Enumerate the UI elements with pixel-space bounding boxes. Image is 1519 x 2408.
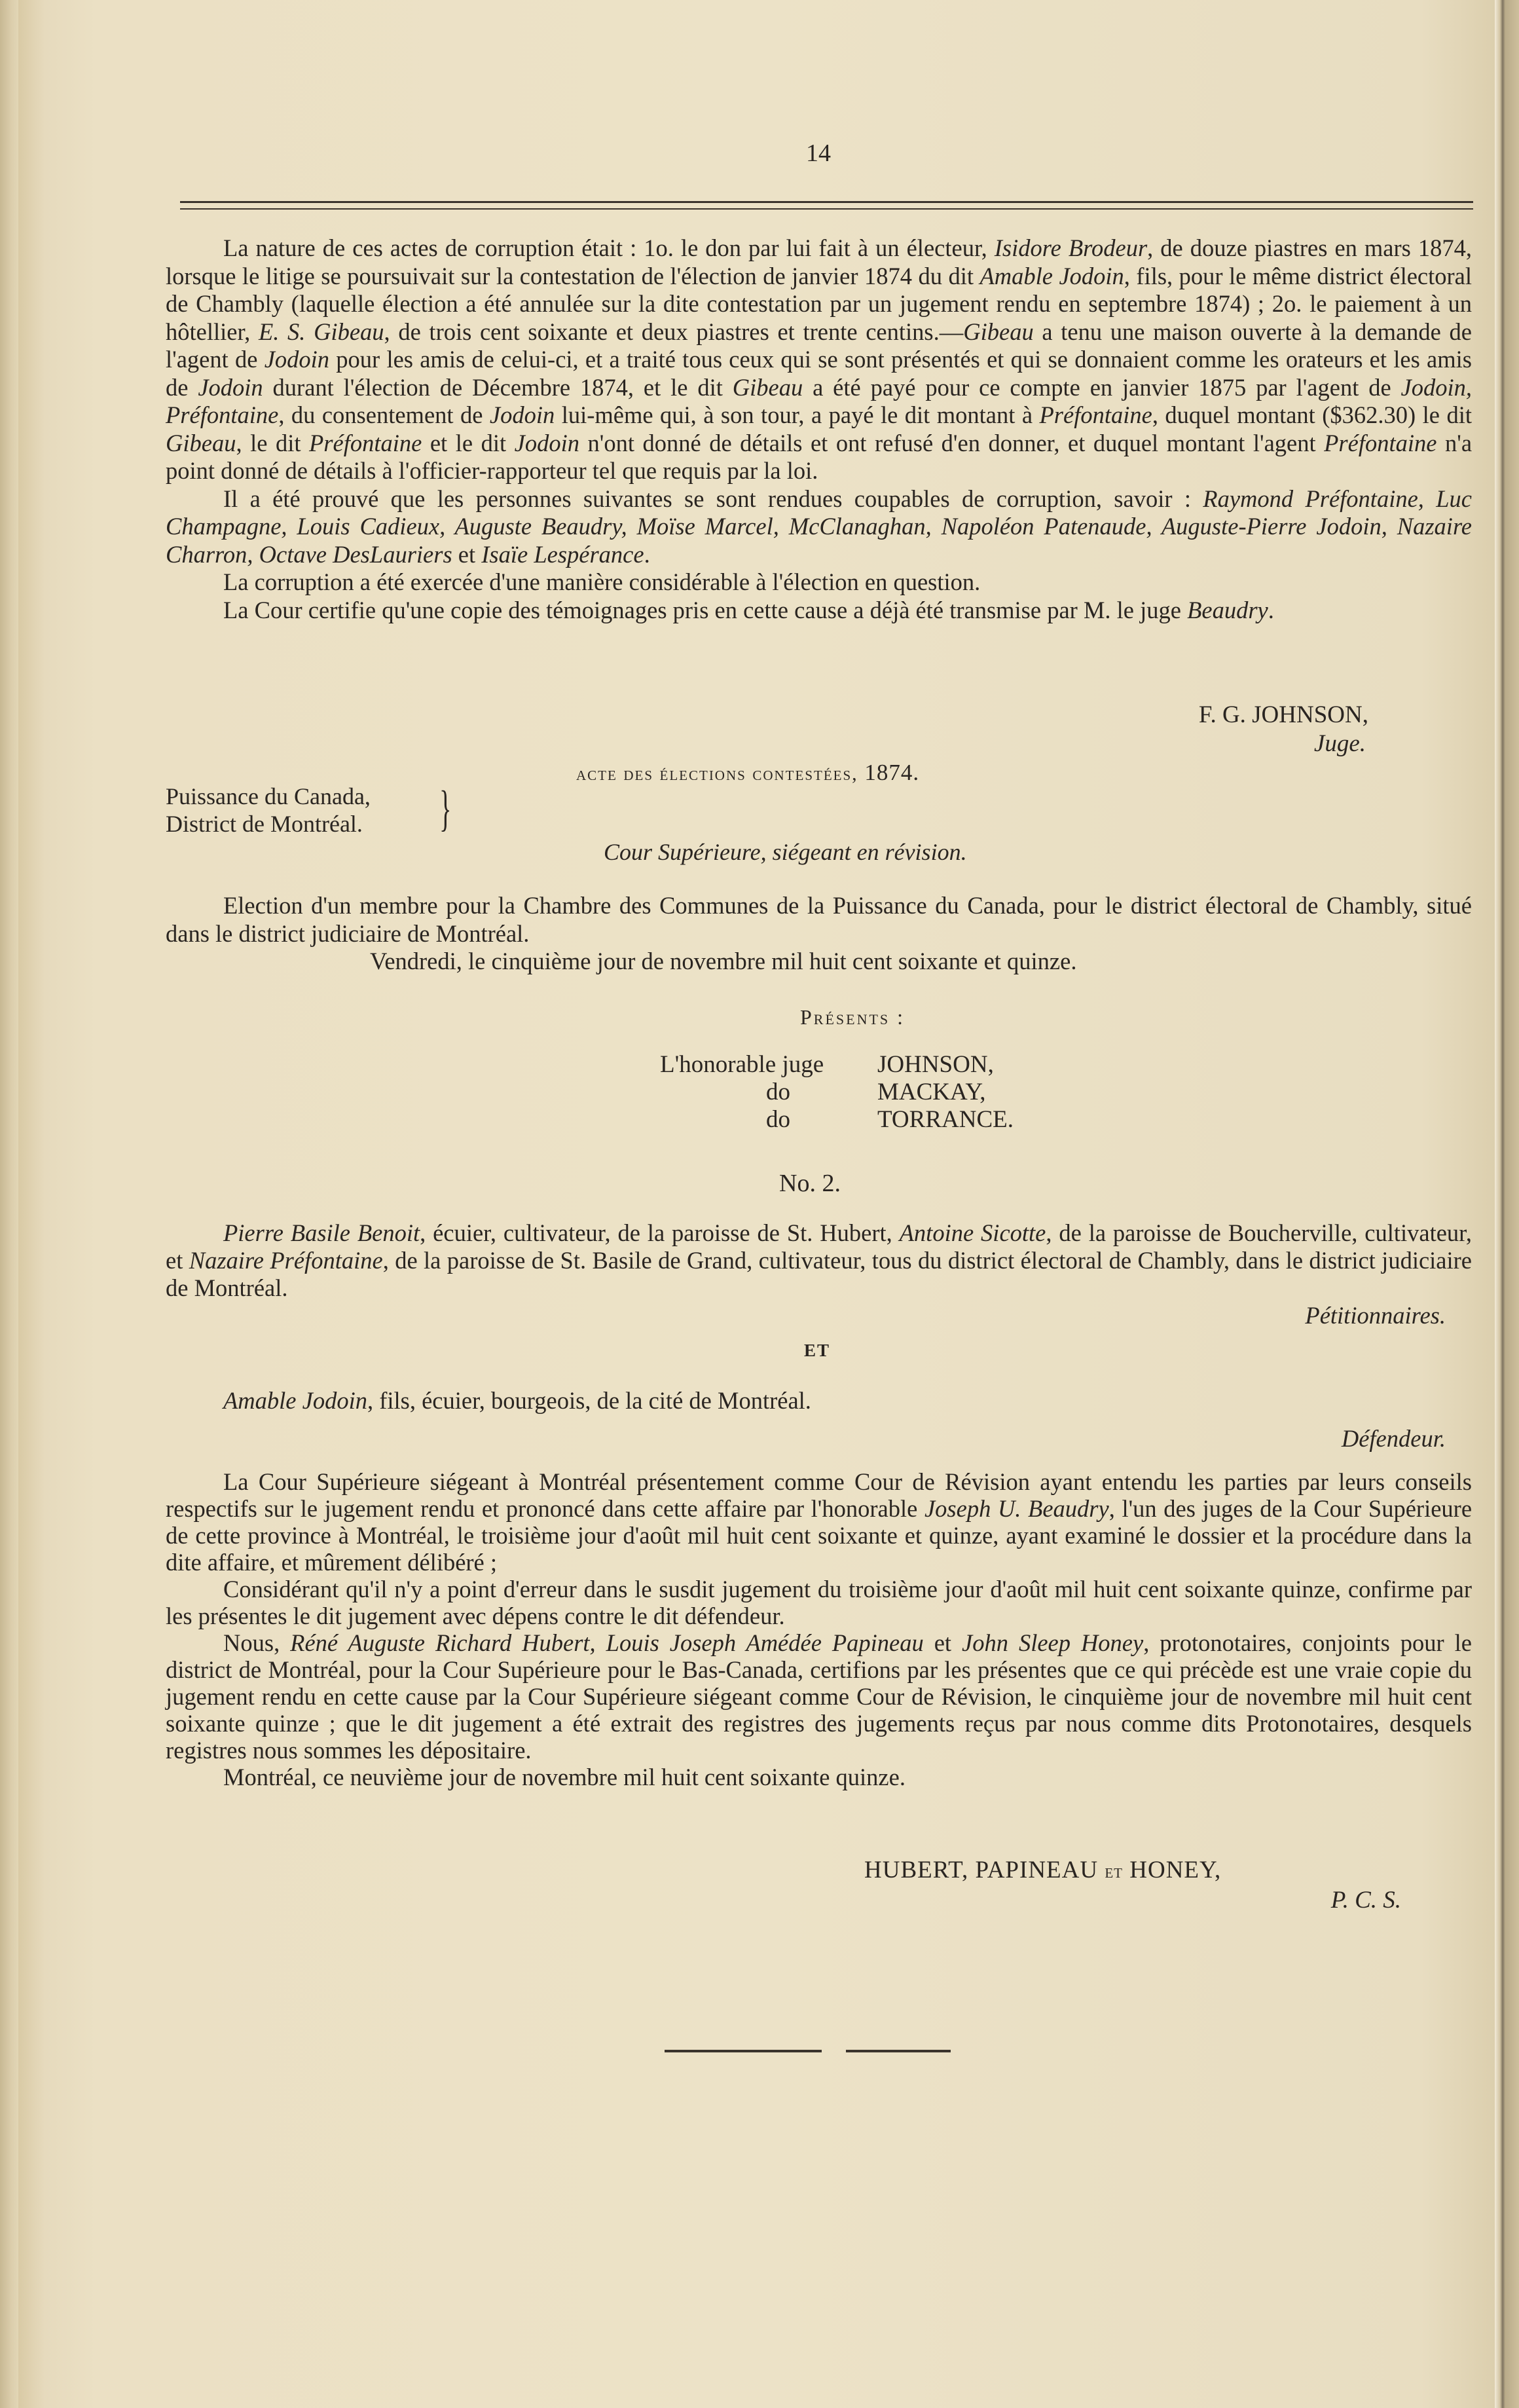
paragraph-certification: La Cour certifie qu'une copie des témoignages pris en cette cause a déjà été transmise par M. le juge Beaudry.: [223, 596, 1274, 623]
paragraph-corruption-nature: La nature de ces actes de corruption était : 1o. le don par lui fait à un électeur, Isidore Brodeur, de douze piastres en mars 1874, lorsque le litige se poursuivait sur la contestation de l'élection de janvier 1874 du dit Amable Jodoin, fils, pour le même district électoral de Chambly (laquelle élection a été annulée sur la dite contestation par un jugement rendu en septembre 1874) ; 2o. le paiement à un hôtellier, E. S. Gibeau, de trois cent soixante et deux piastres et trente centins.—Gibeau a tenu une maison ouverte à la demande de l'agent de Jodoin pour les amis de celui-ci, et a traité tous ceux qui se sont présentés et qui se donnaient comme les orateurs et les amis de Jodoin durant l'élection de Décembre 1874, et le dit Gibeau a été payé pour ce compte en janvier 1875 par l'agent de Jodoin, Préfontaine, du consentement de Jodoin lui-même qui, à son tour, a payé le dit montant à Préfontaine, duquel montant ($362.30) le dit Gibeau, le dit Préfontaine et le dit Jodoin n'ont donné de détails et ont refusé d'en donner, et duquel montant l'agent Préfontaine n'a point donné de détails à l'officier-rapporteur tel que requis par la loi.: [166, 234, 1473, 484]
petitioners-text: Pierre Basile Benoit, écuier, cultivateur, de la paroisse de St. Hubert, Antoine Sicotte, de la paroisse de Boucherville, cultivateur, et Nazaire Préfontaine, de la paroisse de St. Basile de Grand, cultivateur, tous du district électoral de Chambly, dans le district judiciaire de Montréal.: [166, 1219, 1473, 1301]
judge-row: L'honorable juge JOHNSON,: [660, 1051, 994, 1078]
presents-heading: Présents :: [800, 1005, 906, 1029]
corruption-findings: [166, 234, 1472, 624]
defendant-text: Amable Jodoin, fils, écuier, bourgeois, de la cité de Montréal.: [223, 1387, 811, 1414]
judgment-paragraph: Montréal, ce neuvième jour de novembre mil huit cent soixante quinze.: [223, 1764, 906, 1790]
footer-rule: [665, 2050, 822, 2052]
judges-list: [660, 1051, 1014, 1134]
judge-signature: [1048, 701, 1375, 758]
judge-name: F. G. JOHNSON,: [1198, 701, 1368, 728]
header-rule-thin: [180, 208, 1473, 210]
petitioners-role: Pétitionnaires.: [1305, 1302, 1446, 1329]
protonotaries-signature: [864, 1856, 1401, 1915]
judge-row: do TORRANCE.: [766, 1106, 1014, 1133]
protonotaries-title: P. C. S.: [1330, 1887, 1401, 1914]
court-name: Cour Supérieure, siégeant en révision.: [604, 839, 967, 865]
defendant-block: [166, 1387, 1472, 1453]
paragraph-corruption-extent: La corruption a été exercée d'une manière considérable à l'élection en question.: [223, 568, 981, 595]
footer-rule: [846, 2050, 951, 2052]
judge-row: do MACKAY,: [766, 1079, 986, 1105]
judgment-paragraph: La Cour Supérieure siégeant à Montréal présentement comme Cour de Révision ayant entendu les parties par leurs conseils respectifs sur le jugement rendu et prononcé dans cette affaire par l'honorable Joseph U. Beaudry, l'un des juges de la Cour Supérieure de cette province à Montréal, le troisième jour d'août mil huit cent soixante et quinze, ayant examiné le dossier et la procédure dans la dite affaire, et mûrement délibéré ;: [166, 1468, 1473, 1576]
judge-title: Juge.: [1313, 730, 1366, 757]
jurisdiction-block: Puissance du Canada, District de Montréal.: [166, 783, 371, 837]
header-rule: [180, 201, 1473, 203]
protonotaries-firm: HUBERT, PAPINEAU et HONEY,: [864, 1857, 1222, 1883]
acte-title: acte des élections contestées, 1874.: [576, 760, 920, 785]
et-separator: ET: [804, 1341, 831, 1360]
defendant-role: Défendeur.: [1341, 1425, 1446, 1452]
judgment-paragraph: Nous, Réné Auguste Richard Hubert, Louis Joseph Amédée Papineau et John Sleep Honey, protonotaires, conjoints pour le district de Montréal, pour la Cour Supérieure pour le Bas-Canada, certifions par les présentes que ce qui précède est une vraie copie du jugement rendu en cette cause par la Cour Supérieure siégeant comme Cour de Révision, le cinquième jour de novembre mil huit cent soixante quinze ; que le dit jugement a été extrait des registres des jugements reçus par nous comme dits Protonotaires, desquels registres nous sommes les dépositaire.: [166, 1629, 1472, 1764]
page-number: 14: [806, 139, 831, 167]
petitioners-block: [166, 1219, 1472, 1329]
judgment-paragraph: Considérant qu'il n'y a point d'erreur dans le susdit jugement du troisième jour d'août mil huit cent soixante quinze, confirme par les présentes le dit jugement avec dépens contre le dit défendeur.: [166, 1576, 1472, 1629]
case-number: No. 2.: [779, 1170, 841, 1197]
paragraph-guilty-persons: Il a été prouvé que les personnes suivantes se sont rendues coupables de corruption, savoir : Raymond Préfontaine, Luc Champagne, Louis Cadieux, Auguste Beaudry, Moïse Marcel, McClanaghan, Napoléon Patenaude, Auguste-Pierre Jodoin, Nazaire Charron, Octave DesLauriers et Isaïe Lespérance.: [166, 485, 1472, 568]
judgment-text: [166, 1468, 1472, 1790]
jurisdiction-brace: }: [439, 781, 452, 836]
election-description: Election d'un membre pour la Chambre des Communes de la Puissance du Canada, pour le district électoral de Chambly, situé dans le district judiciaire de Montréal. Vendredi, le cinquième jour de novembre mil huit cent soixante et quinze.: [166, 892, 1472, 974]
